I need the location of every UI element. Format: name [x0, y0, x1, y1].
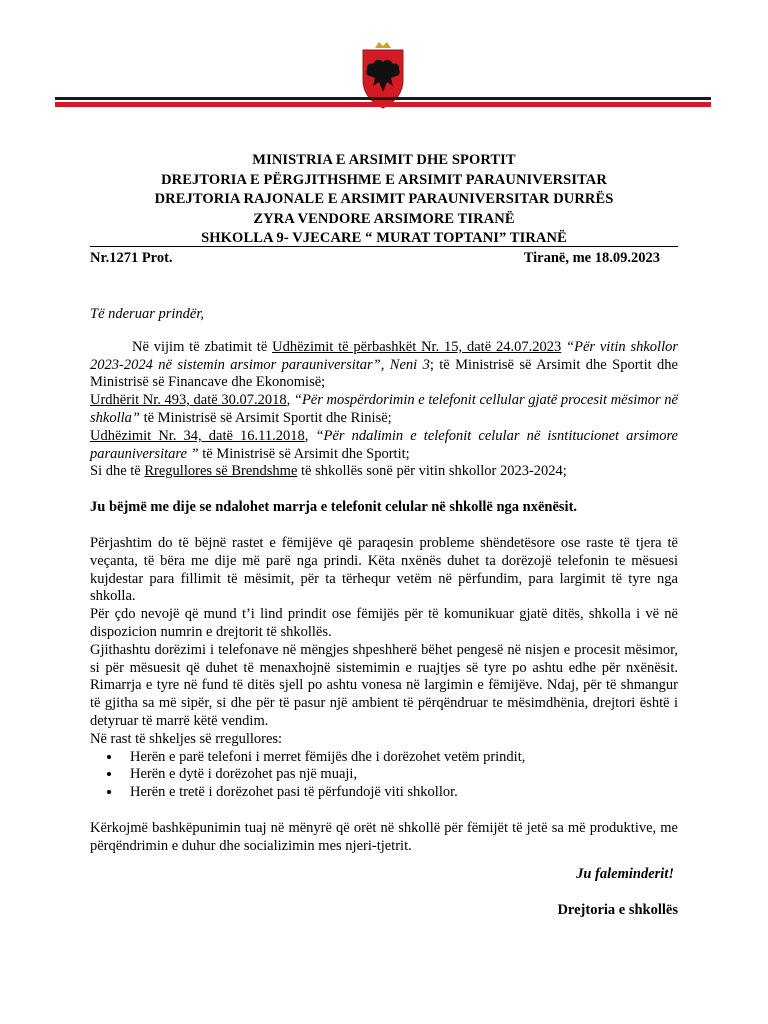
signature: Drejtoria e shkollës: [557, 902, 678, 918]
italic-title: , “Për ndalimin e telefonit celular në isntitucionet arsimore parauniversitare ”: [90, 427, 678, 462]
paragraph-reference-2: [90, 392, 678, 428]
paragraph-closing: Kërkojmë bashkëpunimin tuaj në mënyrë që orët në shkollë për fëmijët të jetë sa më produktive, me përqëndrimin e duhur dhe socializimin mes njeri-tjetrit.: [90, 819, 678, 854]
greeting: Të nderuar prindër,: [90, 306, 204, 322]
place-date: Tiranë, me 18.09.2023: [523, 250, 660, 266]
letter-body: [90, 306, 678, 856]
text: Në vijim të zbatimit të: [132, 338, 273, 355]
underlined-reference: Urdhërit Nr. 493, datë 30.07.2018: [90, 392, 287, 409]
paragraph-violation-intro: Në rast të shkeljes së rregullores:: [90, 730, 283, 747]
underlined-reference: Udhëzimit të përbashkët Nr. 15, datë 24.07.2023: [272, 338, 562, 355]
thanks-line: Ju faleminderit!: [576, 866, 674, 882]
paragraph-reasons: Gjithashtu dorëzimi i telefonave në mëngjes shpeshherë bëhet pengesë në nisjen e procesit mësimor, si për mësuesit që duhet të menaxhojnë sistemimin e ruajtjes së tyre po ashtu edhe për nxënësit. Rimarrja e tyre në fund të ditës sjell po ashtu vonesa në largimin e fëmijëve. Ndaj, për të shmangur të gjitha sa më sipër, si dhe për të pasur një ambient të përqëndruar te mësimdhënia, drejtori është i detyruar të marrë këtë vendim.: [90, 641, 678, 729]
list-item: • Herën e parë telefoni i merret fëmijës dhe i dorëzohet vetëm prindit,: [122, 749, 678, 767]
text: ; të Ministrisë së Arsimit dhe Sportit dhe Ministrisë së Financave dhe Ekonomisë;: [90, 356, 678, 391]
header-red-rule: [55, 102, 711, 107]
text: Si dhe të: [90, 463, 145, 480]
header-black-rule: [55, 97, 711, 100]
local-office-line: ZYRA VENDORE ARSIMORE TIRANË: [253, 210, 515, 227]
paragraph-reference-3: [90, 428, 678, 464]
list-item: • Herën e tretë i dorëzohet pasi të përfundojë viti shkollor.: [122, 784, 678, 802]
list-item: • Herën e dytë i dorëzohet pas një muaji,: [122, 766, 678, 784]
underlined-reference: Rregullores së Brendshme: [144, 463, 298, 480]
text: të shkollës sonë për vitin shkollor 2023-2024;: [297, 463, 567, 480]
paragraph-reference-1: [90, 339, 678, 392]
header-divider: [90, 246, 678, 247]
general-directorate-line: DREJTORIA E PËRGJITHSHME E ARSIMIT PARAUNIVERSITAR: [161, 171, 607, 188]
notice: Ju bëjmë me dije se ndalohet marrja e telefonit celular në shkollë nga nxënësit.: [90, 499, 578, 516]
reference-line: [90, 250, 660, 267]
paragraph-contact: Për çdo nevojë që mund t’i lind prindit ose fëmijës për të komunikuar gjatë ditës, shkolla i vë në dispozicion numrin e drejtorit të shkollës.: [90, 606, 678, 640]
underlined-reference: Udhëzimit Nr. 34, datë 16.11.2018: [90, 427, 305, 444]
paragraph-exceptions: Përjashtim do të bëjnë rastet e fëmijëve që paraqesin probleme shëndetësore ose raste të tjera të veçanta, të bëra me dije më parë nga prindi. Këta nxënës duhet ta dorëzojë telefonin te mësuesi kujdestar para fillimit të mësimit, për ta tërhequr vetëm në përfundim, para largimit të tyre nga shkolla.: [90, 534, 678, 605]
paragraph-reference-4: [90, 463, 678, 481]
school-name-line: SHKOLLA 9- VJECARE “ MURAT TOPTANI” TIRANË: [201, 230, 567, 246]
text: të Ministrisë së Arsimit Sportit dhe Rinisë;: [139, 409, 392, 426]
italic-title: , “Për mospërdorimin e telefonit cellular gjatë procesit mësimor në shkolla”: [90, 392, 678, 426]
letterhead: [90, 151, 678, 249]
violation-list: [90, 749, 678, 802]
regional-directorate-line: DREJTORIA RAJONALE E ARSIMIT PARAUNIVERSITAR DURRËS: [154, 191, 614, 207]
text: të Ministrisë së Arsimit dhe Sportit;: [198, 445, 410, 462]
protocol-number: Nr.1271 Prot.: [90, 250, 173, 266]
italic-title: “Për vitin shkollor 2023-2024 në sistemin arsimor parauniversitar”, Neni 3: [90, 338, 678, 373]
ministry-line: MINISTRIA E ARSIMIT DHE SPORTIT: [252, 152, 516, 168]
